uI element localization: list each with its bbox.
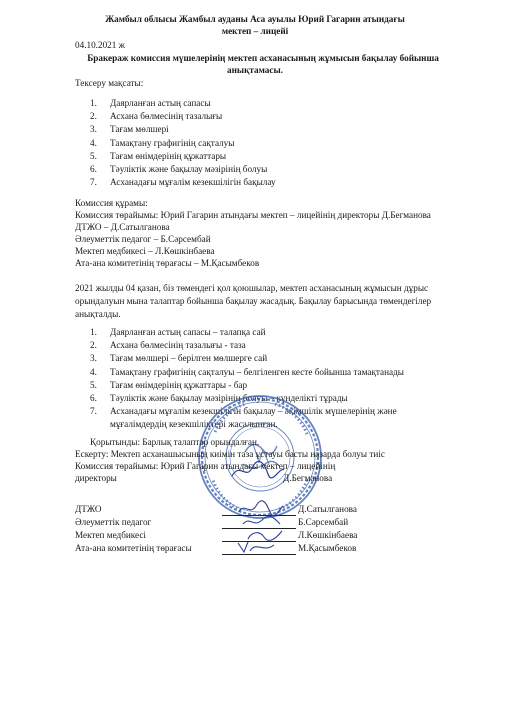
list-number: 7. <box>90 406 97 417</box>
purpose-item: Асхана бөлмесінің тазалығы <box>110 111 223 122</box>
conclusion-text: Қорытынды: Барлық талаптар орындалған. <box>90 437 260 447</box>
list-number: 3. <box>90 353 97 364</box>
intro-line1: 2021 жылды 04 қазан, біз төмендегі қол қоюшылар, мектеп асханасының жұмысын дұрыс <box>75 283 429 293</box>
list-number: 1. <box>90 327 97 337</box>
chair-name: Д.Бегманова <box>283 473 333 483</box>
signature-name: Б.Сәрсембай <box>298 517 349 527</box>
list-item <box>90 111 276 124</box>
purpose-item: Тағам мөлшері <box>110 124 169 135</box>
purpose-item: Тәуліктік және бақылау мәзірінің болуы <box>110 163 268 174</box>
signature-role: Ата-ана комитетінің төрағасы <box>75 543 192 553</box>
purpose-item: Даярланған астың сапасы <box>110 98 211 108</box>
purpose-item: Тағам өнімдерінің құжаттары <box>110 150 227 161</box>
list-item <box>90 340 404 353</box>
list-number: 2. <box>90 340 97 351</box>
list-number: 4. <box>90 137 97 148</box>
list-number: 1. <box>90 98 97 108</box>
finding-item: Тәуліктік және бақылау мәзірінің болуы – күнделікті тұрады <box>110 392 348 403</box>
list-number: 4. <box>90 366 97 377</box>
commission-member: Әлеуметтік педагог – Б.Сәрсембай <box>75 234 211 244</box>
purpose-list <box>90 98 276 190</box>
finding-item: Тағам өнімдерінің құжаттары - бар <box>110 379 248 390</box>
finding-item: Асханадағы мұғалім кезекшілігін бақылау – әкімшілік мүшелерінің және <box>110 406 397 417</box>
document-date: 04.10.2021 ж <box>75 40 125 50</box>
signature-name: Д.Сатылганова <box>298 504 357 514</box>
commission-label: Комиссия құрамы: <box>75 198 148 208</box>
list-number: 3. <box>90 124 97 135</box>
finding-item: Даярланған астың сапасы – талапқа сай <box>110 327 266 337</box>
chair-line1: Комиссия төрайымы: Юрий Гагарин атындағы мектеп – лицейінің <box>75 461 336 471</box>
commission-member: ДТЖО – Д.Сатылганова <box>75 222 170 232</box>
finding-item: Тамақтану графигінің сақталуы – белгіленген кесте бойынша тамақтанады <box>110 366 404 377</box>
list-item <box>90 151 276 164</box>
purpose-label: Тексеру мақсаты: <box>75 78 144 88</box>
list-item <box>90 367 404 380</box>
purpose-item: Тамақтану графигінің сақталуы <box>110 137 235 148</box>
finding-item-continuation: мұғалімдердің кезекшіліктері жасалынған. <box>110 419 278 429</box>
signature-name: М.Қасымбеков <box>298 543 357 553</box>
signature-role: Мектеп медбикесі <box>75 530 146 540</box>
signature-role: ДТЖО <box>75 504 102 514</box>
list-item <box>90 98 276 111</box>
document-title-line1: Бракераж комиссия мүшелерінің мектеп асханасының жұмысын бақылау бойынша <box>87 53 439 63</box>
commission-member: Мектеп медбикесі – Л.Көшкінбаева <box>75 246 215 256</box>
chair-signature-icon <box>228 458 288 484</box>
signature-name: Л.Көшкінбаева <box>298 530 358 540</box>
document-title-line2: анықтамасы. <box>227 65 283 75</box>
list-item <box>90 353 404 366</box>
commission-member: Комиссия төрайымы: Юрий Гагарин атындағы мектеп – лицейінің директоры Д.Бегманова <box>75 210 431 220</box>
list-item <box>90 124 276 137</box>
school-header-line1: Жамбыл облысы Жамбыл ауданы Аса ауылы Юрий Гагарин атындағы <box>105 14 405 24</box>
list-number: 2. <box>90 111 97 122</box>
intro-line3: анықталды. <box>75 309 121 319</box>
list-number: 7. <box>90 177 97 188</box>
list-number: 5. <box>90 379 97 390</box>
list-number: 5. <box>90 150 97 161</box>
list-item <box>90 380 404 393</box>
school-header-line2: мектеп – лицейі <box>221 26 289 36</box>
signature-role: Әлеуметтік педагог <box>75 517 152 527</box>
intro-line2: орындалуын мына талаптар бойынша бақылау жасадық. Бақылау барысында төмендегілер <box>75 296 432 306</box>
finding-item: Асхана бөлмесінің тазалығы - таза <box>110 340 246 351</box>
signature-mark-icon <box>234 539 278 555</box>
finding-item: Тағам мөлшері – берілген мөлшерге сай <box>110 353 268 364</box>
list-item <box>90 164 276 177</box>
list-number: 6. <box>90 392 97 403</box>
list-item <box>90 177 276 190</box>
list-item <box>90 327 404 340</box>
commission-member: Ата-ана комитетінің төрағасы – М.Қасымбеков <box>75 258 260 268</box>
list-item <box>90 138 276 151</box>
note-text: Ескерту: Мектеп асханашысының киімін таза ұстауы басты назарда болуы тиіс <box>75 449 385 459</box>
list-number: 6. <box>90 163 97 174</box>
chair-line2: директоры <box>75 473 117 483</box>
purpose-item: Асханадағы мұғалім кезекшілігін бақылау <box>110 177 276 188</box>
